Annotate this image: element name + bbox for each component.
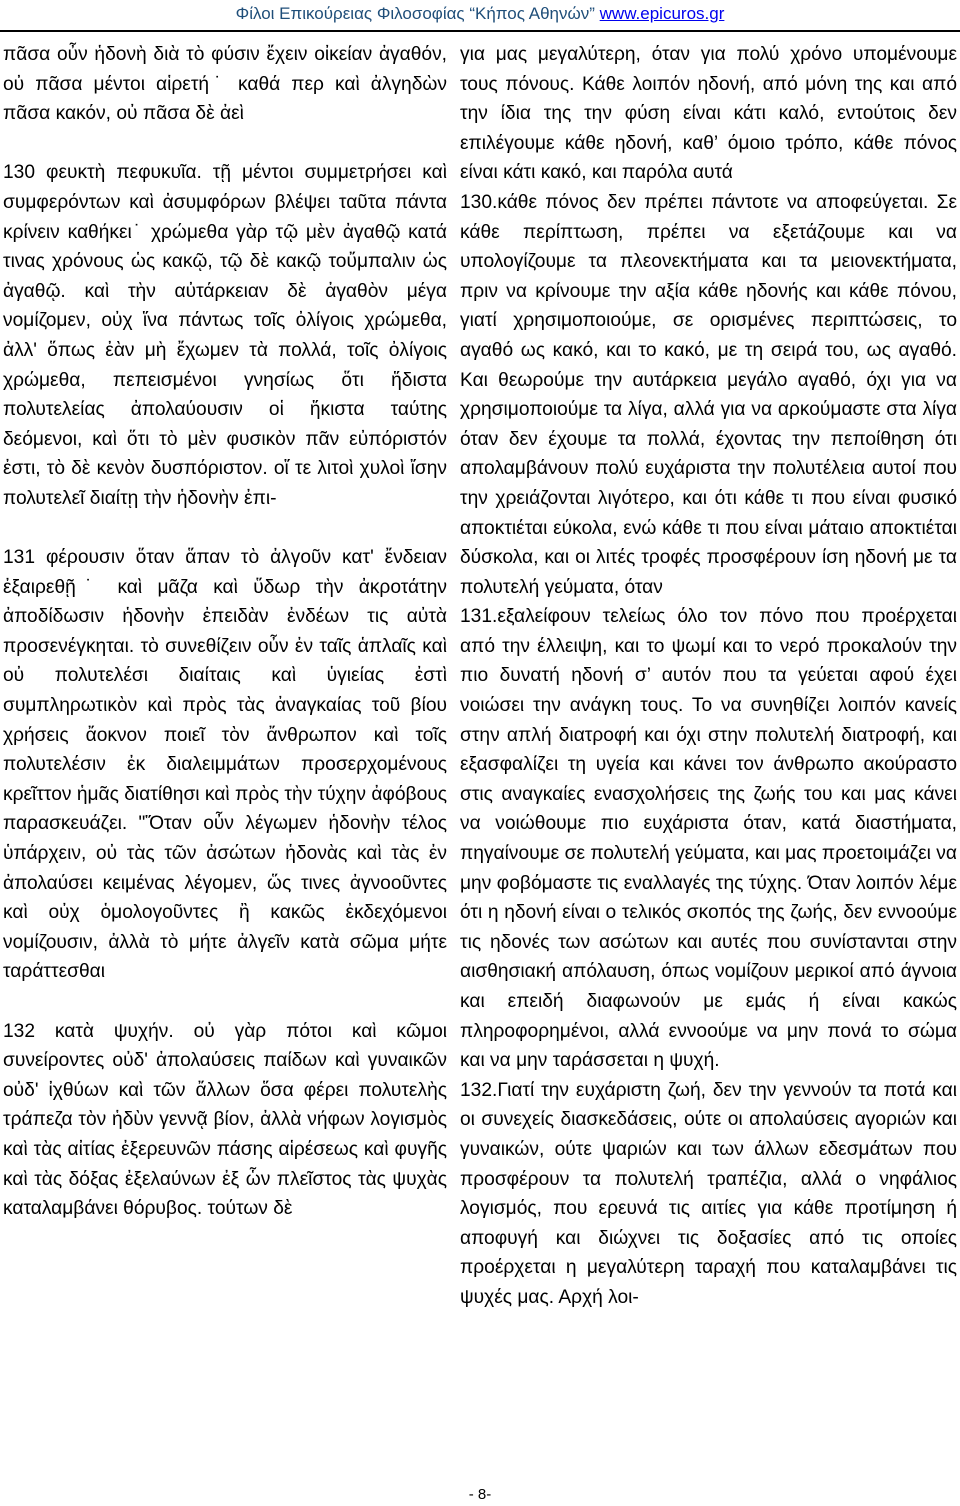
paragraph-gap	[3, 129, 447, 159]
translation-paragraph-130: 130.κάθε πόνος δεν πρέπει πάντοτε να αποφεύγεται. Σε κάθε περίπτωση, πρέπει να εξετάζουμε και να υπολογίζουμε τα πλεονεκτήματα και τα μειονεκτήματα, πριν να κρίνουμε την αξία κάθε ηδονής και κάθε πόνου, γιατί χρησιμοποιούμε, σε ορισμένες περιπτώσεις, το αγαθό ως κακό, και το κακό, με τη σειρά του, ως αγαθό. Και θεωρούμε την αυτάρκεια μεγάλο αγαθό, όχι για να χρησιμοποιούμε τα λίγα, αλλά για να αρκούμαστε στα λίγα όταν δεν έχουμε τα πολλά, έχοντας την πεποίθηση ότι απολαμβάνουν πολύ ευχάριστα την πολυτέλεια αυτοί που την χρειάζονται λιγότερο, και ότι κάθε τι που είναι φυσικό αποκτιέται εύκολα, ενώ κάθε τι που είναι μάταιο αποκτιέται δύσκολα, και οι λιτές τροφές προσφέρουν ίση ηδονή με τα πολυτελή γεύματα, όταν	[460, 191, 957, 598]
greek-original-column	[3, 40, 447, 1224]
greek-paragraph-129: πᾶσα οὖν ἡδονὴ διὰ τὸ φύσιν ἔχειν οἰκείαν ἀγαθόν, οὐ πᾶσα μέντοι αἱρετή˙ καθά περ καὶ ἀλγηδὼν πᾶσα κακόν, οὐ πᾶσα δὲ ἀεὶ	[3, 44, 447, 125]
paragraph-gap	[3, 514, 447, 544]
page-number: - 8-	[468, 1486, 492, 1503]
header-divider	[0, 30, 960, 32]
greek-paragraph-132: 132 κατὰ ψυχήν. οὐ γὰρ πότοι καὶ κῶμοι συνείροντες οὐδ' ἀπολαύσεις παίδων καὶ γυναικῶν οὐδ' ἰχθύων καὶ τῶν ἄλλων ὅσα φέρει πολυτελὴς τράπεζα τὸν ἡδὺν γεννᾷ βίον, ἀλλὰ νήφων λογισμὸς καὶ τὰς αἰτίας ἐξερευνῶν πάσης αἱρέσεως καὶ φυγῆς καὶ τὰς δόξας ἐξελαύνων ἐξ ὧν πλεῖστος τὰς ψυχὰς καταλαμβάνει θόρυβος. τούτων δὲ	[3, 1020, 447, 1220]
paragraph-gap	[3, 987, 447, 1017]
modern-translation-column	[460, 40, 957, 1313]
greek-paragraph-130: 130 φευκτὴ πεφυκυῖα. τῇ μέντοι συμμετρήσει καὶ συμφερόντων καὶ ἀσυμφόρων βλέψει ταῦτα πάντα κρίνειν καθήκει˙ χρώμεθα γὰρ τῷ μὲν ἀγαθῷ κατά τινας χρόνους ὡς κακῷ, τῷ δὲ κακῷ τοὔμπαλιν ὡς ἀγαθῷ. καὶ τὴν αὐτάρκειαν δὲ ἀγαθὸν μέγα νομίζομεν, οὐχ ἵνα πάντως τοῖς ὀλίγοις χρώμεθα, ἀλλ' ὅπως ἐὰν μὴ ἔχωμεν τὰ πολλά, τοῖς ὀλίγοις χρώμεθα, πεπεισμένοι γνησίως ὅτι ἥδιστα πολυτελείας ἀπολαύουσιν οἱ ἥκιστα ταύτης δεόμενοι, καὶ ὅτι τὸ μὲν φυσικὸν πᾶν εὐπόριστόν ἐστι, τὸ δὲ κενὸν δυσπόριστον. οἵ τε λιτοὶ χυλοὶ ἴσην πολυτελεῖ διαίτῃ τὴν ἡδονὴν ἐπι-	[3, 162, 447, 509]
translation-paragraph-132: 132.Γιατί την ευχάριστη ζωή, δεν την γεννούν τα ποτά και οι συνεχείς διασκεδάσεις, ούτε οι απολαύσεις αγοριών και γυναικών, ούτε ψαριών και των άλλων εδεσμάτων που προσφέρουν τα πολυτελή τραπέζια, αλλά ο νηφάλιος λογισμός, που ερευνά τις αιτίες για κάθε προτίμηση ή αποφυγή και διώχνει τις δοξασίες από τις οποίες προέρχεται η μεγαλύτερη ταραχή που καταλαμβάνει τις ψυχές μας. Αρχή λοι-	[460, 1079, 957, 1308]
translation-paragraph-131: 131.εξαλείφουν τελείως όλο τον πόνο που προέρχεται από την έλλειψη, και το ψωμί και το νερό προκαλούν την πιο δυνατή ηδονή σ’ αυτόν που τα γεύεται αφού έχει νοιώσει την ανάγκη τους. Το να συνηθίζει λοιπόν κανείς στην απλή διατροφή και όχι στην πολυτελή διατροφή, και εξασφαλίζει τη υγεία και κάνει τον άνθρωπο ακούραστο στις αναγκαίες ενασχολήσεις της ζωής του και μας κάνει να νοιώθουμε πιο ευχάριστα όταν, κατά διαστήματα, πηγαίνουμε σε πολυτελή γεύματα, και μας προετοιμάζει να μην φοβόμαστε τις εναλλαγές της τύχης. Όταν λοιπόν λέμε ότι η ηδονή είναι ο τελικός σκοπός της ζωής, δεν εννοούμε τις ηδονές των ασώτων και αυτές που συνίστανται στην αισθησιακή απόλαυση, όπως νομίζουν μερικοί από άγνοια και επειδή διαφωνούν με εμάς ή είναι κακώς πληροφορημένοι, αλλά εννοούμε να μην πονά το σώμα και να μην ταράσσεται η ψυχή.	[460, 606, 957, 1072]
page-header	[0, 4, 960, 24]
header-link[interactable]: www.epicuros.gr	[599, 4, 725, 23]
header-title: Φίλοι Επικούρειας Φιλοσοφίας “Κήπος Αθηνών”	[235, 4, 595, 23]
translation-paragraph-129: για μας μεγαλύτερη, όταν για πολύ χρόνο υπομένουμε τους πόνους. Κάθε λοιπόν ηδονή, από μόνη της και από την ίδια της την φύση είναι κάτι καλό, εντούτοις δεν επιλέγουμε κάθε ηδονή, καθ’ όμοιο τρόπο, κάθε πόνος είναι κάτι κακό, και παρόλα αυτά	[460, 44, 957, 184]
greek-paragraph-131: 131 φέρουσιν ὅταν ἅπαν τὸ ἀλγοῦν κατ' ἔνδειαν ἐξαιρεθῇ˙ καὶ μᾶζα καὶ ὕδωρ τὴν ἀκροτάτην ἀποδίδωσιν ἡδονὴν ἐπειδὰν ἐνδέων τις αὐτὰ προσενέγκηται. τὸ συνεθίζειν οὖν ἐν ταῖς ἁπλαῖς καὶ οὐ πολυτελέσι διαίταις καὶ ὑγιείας ἐστὶ συμπληρωτικὸν καὶ πρὸς τὰς ἀναγκαίας τοῦ βίου χρήσεις ἄοκνον ποιεῖ τὸν ἄνθρωπον καὶ τοῖς πολυτελέσιν ἐκ διαλειμμάτων προσερχομένους κρεῖττον ἡμᾶς διατίθησι καὶ πρὸς τὴν τύχην ἀφόβους παρασκευάζει. "Ὅταν οὖν λέγωμεν ἡδονὴν τέλος ὑπάρχειν, οὐ τὰς τῶν ἀσώτων ἡδονὰς καὶ τὰς ἐν ἀπολαύσει κειμένας λέγομεν, ὥς τινες ἀγνοοῦντες καὶ οὐχ ὁμολογοῦντες ἢ κακῶς ἐκδεχόμενοι νομίζουσιν, ἀλλὰ τὸ μήτε ἀλγεῖν κατὰ σῶμα μήτε ταράττεσθαι	[3, 547, 447, 983]
